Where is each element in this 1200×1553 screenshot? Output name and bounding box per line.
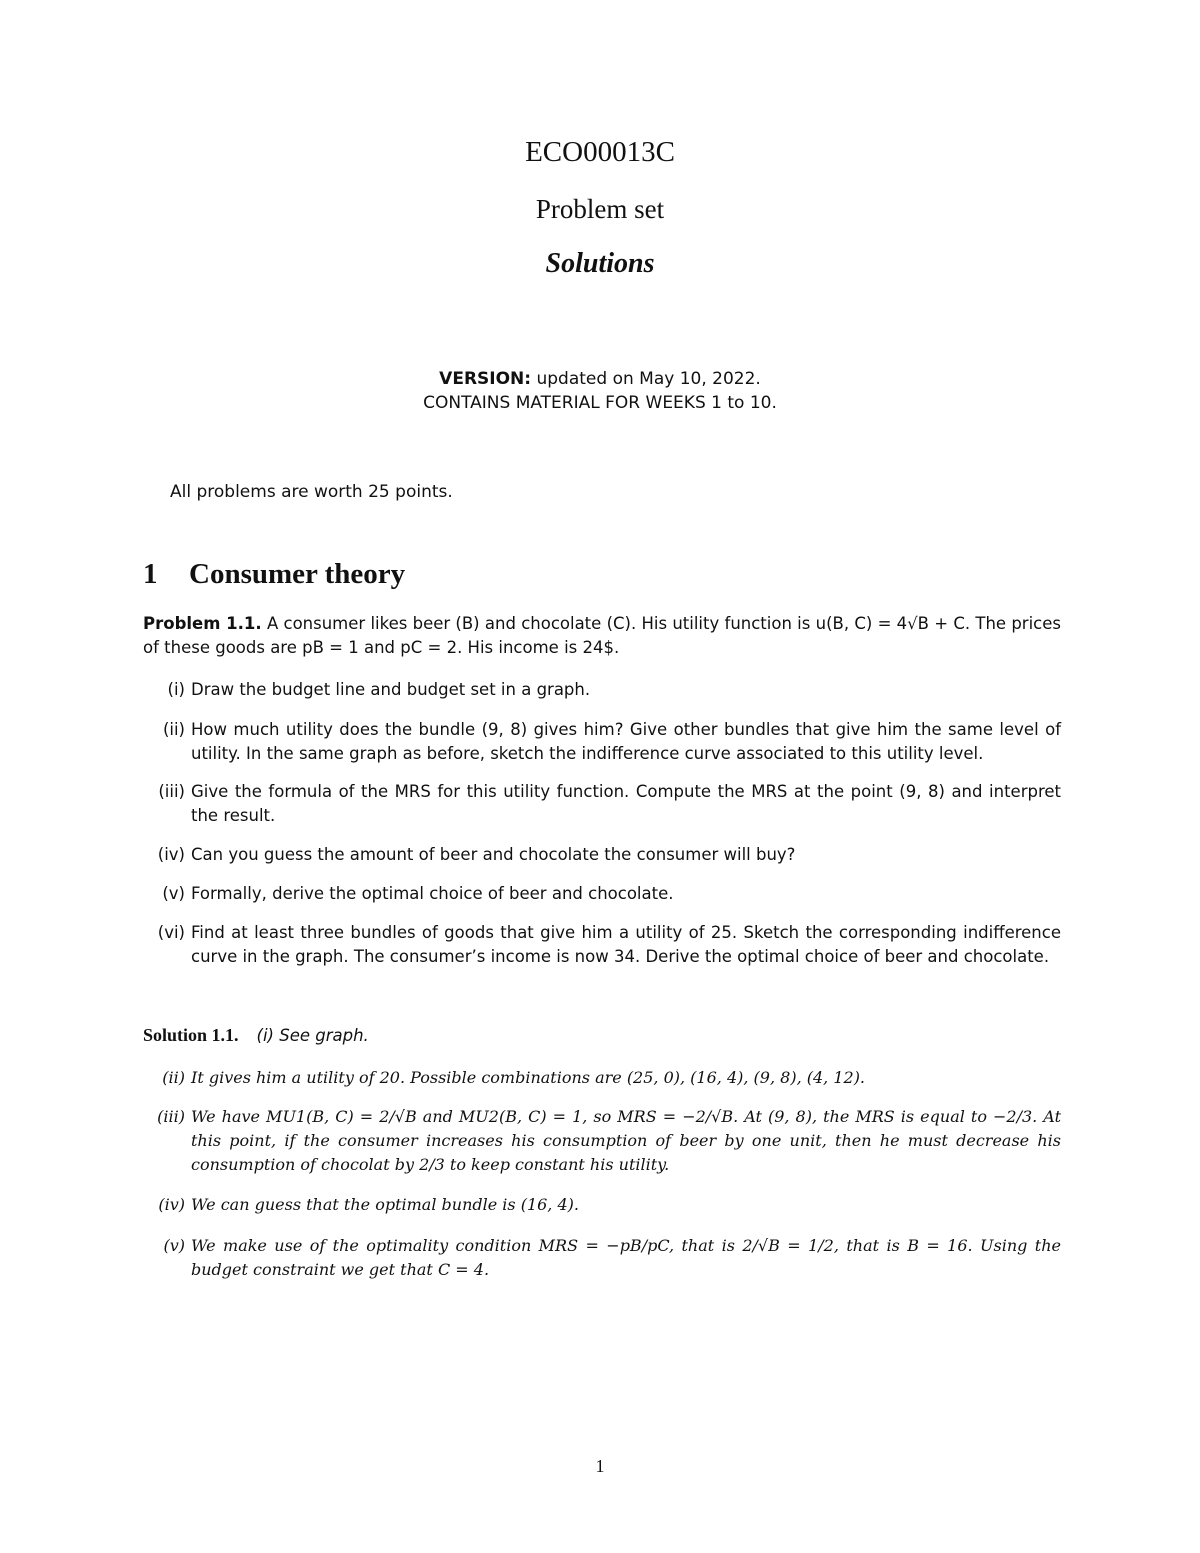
section-number: 1 — [143, 558, 158, 590]
item-text: Find at least three bundles of goods that give him a utility of 25. Sketch the corresponding indifference curve in the graph. The consumer’s income is now 34. Derive the optimal choice of beer and chocolate. — [191, 923, 1061, 966]
item-text: How much utility does the bundle (9, 8) gives him? Give other bundles that give him the same level of utility. In the same graph as before, sketch the indifference curve associated to this utility level. — [191, 720, 1061, 763]
item-label: (ii) — [162, 720, 185, 739]
problem-text: A consumer likes beer (B) and chocolate (C). His utility function is u(B, C) = 4√B + C. The prices of these goods are pB = 1 and pC = 2. His income is 24$. — [143, 614, 1061, 657]
item-label: (v) — [162, 884, 185, 903]
points-note: All problems are worth 25 points. — [170, 482, 453, 502]
document-heading: Solutions — [545, 248, 655, 279]
version-line — [0, 367, 1200, 391]
item-label: (ii) — [162, 1068, 185, 1087]
version-date: updated on May 10, 2022. — [531, 369, 761, 389]
problem-statement — [143, 612, 1061, 660]
item-text: Can you guess the amount of beer and chocolate the consumer will buy? — [191, 845, 796, 864]
contents-line: CONTAINS MATERIAL FOR WEEKS 1 to 10. — [423, 393, 777, 413]
item-text: We have MU1(B, C) = 2/√B and MU2(B, C) = 1, so MRS = −2/√B. At (9, 8), the MRS is equal to −2/3. At this point, if the consumer increases his consumption of beer by one unit, then he must decrease his consumption of chocolat by 2/3 to keep constant his utility. — [191, 1107, 1061, 1174]
item-label: (i) — [167, 680, 185, 699]
version-block — [0, 367, 1200, 415]
solution-heading — [143, 1025, 369, 1046]
document-subtitle: Problem set — [535, 194, 665, 224]
version-label: VERSION: — [439, 369, 532, 389]
item-label: (iii) — [158, 782, 185, 801]
item-label: (iv) — [158, 1195, 185, 1214]
item-text: We can guess that the optimal bundle is (16, 4). — [191, 1195, 579, 1214]
item-text: It gives him a utility of 20. Possible combinations are (25, 0), (16, 4), (9, 8), (4, 12). — [191, 1068, 866, 1087]
section-heading — [143, 558, 405, 591]
course-code: ECO00013C — [525, 136, 675, 168]
solution-label: Solution 1.1. — [143, 1025, 239, 1045]
item-label: (vi) — [157, 923, 185, 942]
item-text: Give the formula of the MRS for this utility function. Compute the MRS at the point (9, 8) and interpret the result. — [191, 782, 1061, 825]
item-text: Formally, derive the optimal choice of beer and chocolate. — [191, 884, 674, 903]
problem-label: Problem 1.1. — [143, 614, 262, 633]
item-text: Draw the budget line and budget set in a graph. — [191, 680, 591, 699]
solution-first-item: (i) See graph. — [256, 1026, 369, 1045]
item-label: (v) — [163, 1236, 185, 1255]
item-text: We make use of the optimality condition MRS = −pB/pC, that is 2/√B = 1/2, that is B = 16. Using the budget constraint we get that C = 4. — [191, 1236, 1061, 1279]
item-label: (iv) — [157, 845, 185, 864]
page-number: 1 — [595, 1456, 605, 1476]
item-label: (iii) — [157, 1107, 185, 1126]
section-title: Consumer theory — [189, 558, 406, 590]
